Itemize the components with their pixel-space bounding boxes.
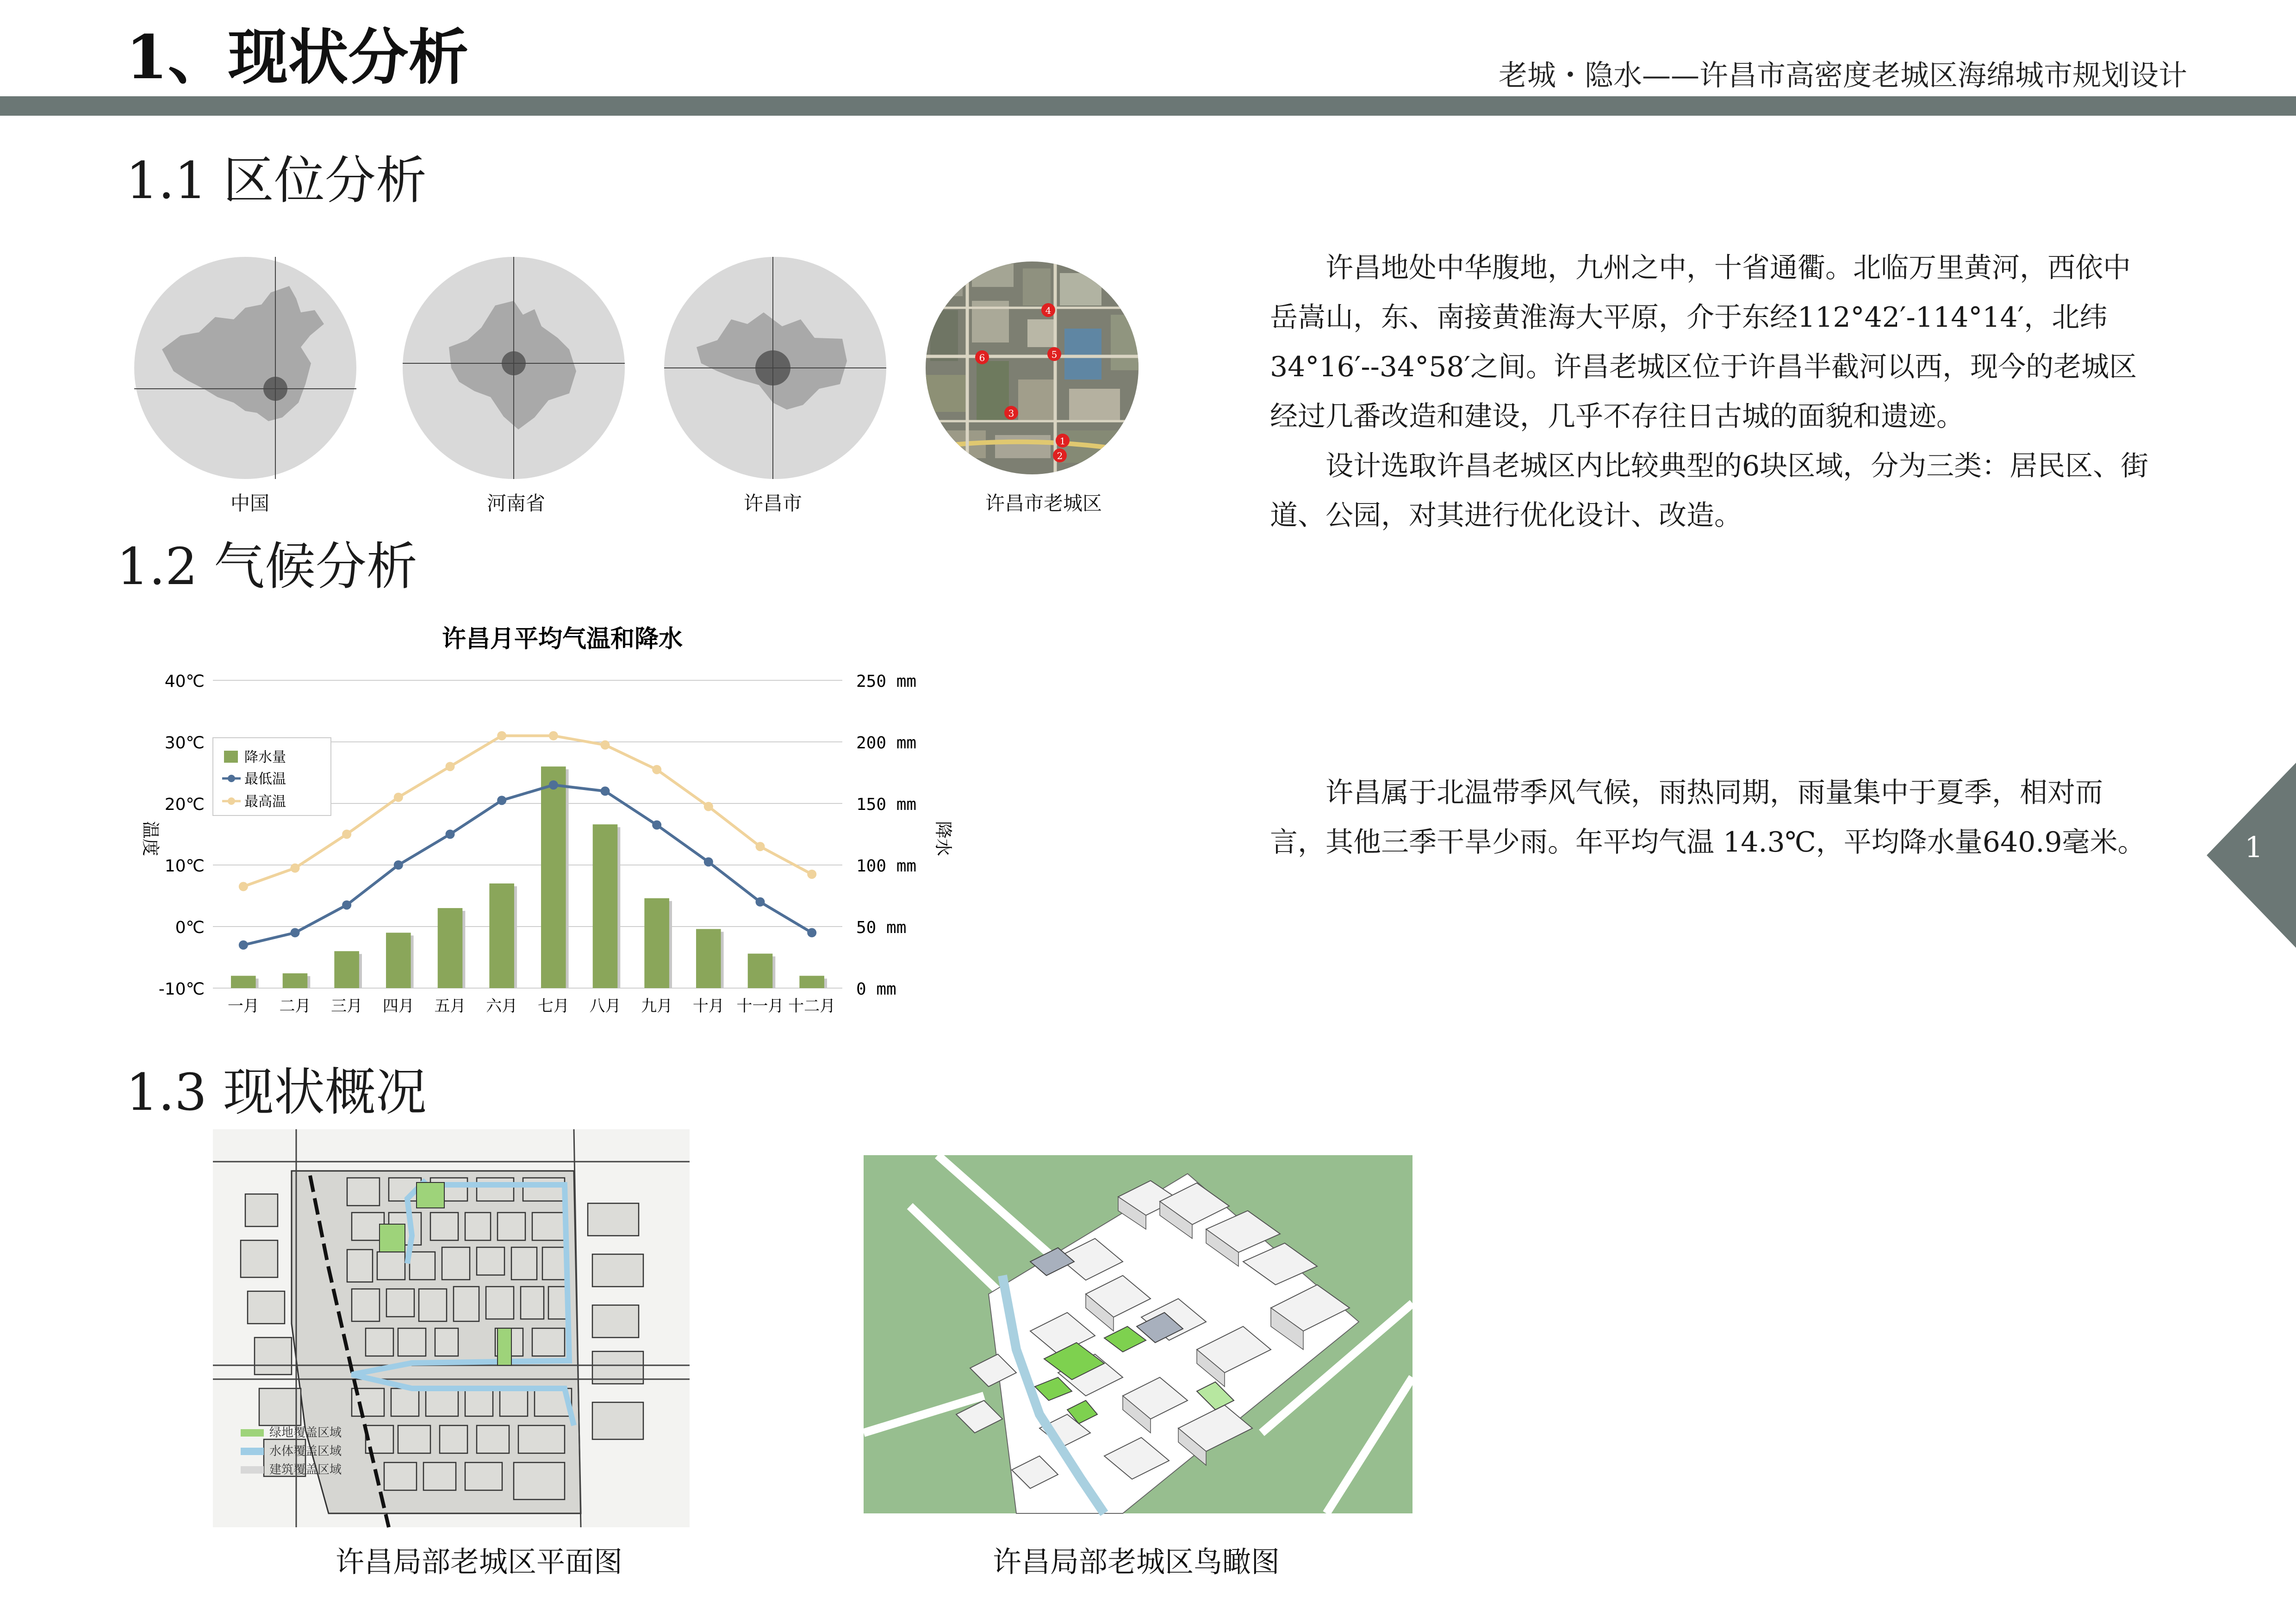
legend-swatch-precip xyxy=(224,751,238,763)
high-temp-point xyxy=(601,740,610,750)
x-category-label: 八月 xyxy=(589,997,621,1015)
high-temp-point xyxy=(652,765,661,774)
circle-label-china: 中国 xyxy=(230,492,269,515)
legend-swatch-high xyxy=(228,797,235,805)
chart-gridlines xyxy=(213,680,842,988)
precip-bar xyxy=(541,766,566,988)
aerial-view-caption: 许昌局部老城区鸟瞰图 xyxy=(992,1545,1280,1579)
x-category-label: 三月 xyxy=(331,997,363,1015)
svg-text:2: 2 xyxy=(1057,450,1063,461)
xuchang-map xyxy=(664,257,886,479)
china-map xyxy=(134,257,356,479)
right-tick-label: 150 mm xyxy=(856,795,917,814)
left-tick-label: 0℃ xyxy=(175,918,205,937)
location-circles xyxy=(130,250,1148,491)
old-town-plan-map xyxy=(213,1129,690,1527)
x-category-label: 十二月 xyxy=(788,997,836,1015)
circle-label-old-town: 许昌市老城区 xyxy=(985,492,1102,515)
precip-bar xyxy=(644,898,669,988)
map-marker-6 xyxy=(975,350,989,364)
project-title: 老城・隐水——许昌市高密度老城区海绵城市规划设计 xyxy=(1499,58,2188,92)
status-heading: 1.3 现状概况 xyxy=(126,1063,427,1122)
circle-label-xuchang: 许昌市 xyxy=(743,492,802,515)
high-temp-point xyxy=(756,842,765,851)
low-temp-point xyxy=(342,900,351,909)
high-temp-point xyxy=(342,830,351,839)
legend-swatch-low xyxy=(228,775,235,782)
climate-paragraph: 许昌属于北温带季风气候，雨热同期，雨量集中于夏季，相对而言，其他三季干旱少雨。年平均气温 14.3℃，平均降水量640.9毫米。 xyxy=(1270,777,2146,859)
right-tick-label: 100 mm xyxy=(856,857,917,876)
low-temp-point xyxy=(239,940,248,950)
chart-title: 许昌月平均气温和降水 xyxy=(442,625,683,653)
high-temp-point xyxy=(446,762,455,771)
right-tick-label: 0 mm xyxy=(856,980,896,999)
x-category-label: 九月 xyxy=(641,997,673,1015)
x-category-label: 七月 xyxy=(537,997,569,1015)
location-paragraph-2: 设计选取许昌老城区内比较典型的6块区域，分为三类：居民区、街道、公园，对其进行优化设计、改造。 xyxy=(1270,450,2149,532)
location-heading: 1.1 区位分析 xyxy=(126,151,427,210)
x-category-label: 六月 xyxy=(486,997,518,1015)
high-temp-point xyxy=(807,870,816,879)
low-temp-point xyxy=(704,857,713,866)
map-marker-3 xyxy=(1004,406,1018,420)
high-temp-point xyxy=(239,882,248,891)
header-divider-bar xyxy=(0,96,2296,116)
map-marker-4 xyxy=(1041,303,1055,317)
precip-bar xyxy=(386,933,411,988)
left-axis-ticks xyxy=(159,672,205,999)
legend-precip: 降水量 xyxy=(244,749,286,765)
low-temp-point xyxy=(601,786,610,796)
left-tick-label: -10℃ xyxy=(158,980,205,999)
low-temp-point xyxy=(756,897,765,907)
old-town-aerial-view xyxy=(864,1155,1412,1513)
henan-map xyxy=(403,257,625,479)
x-axis-categories xyxy=(228,997,835,1015)
left-tick-label: 20℃ xyxy=(164,795,205,814)
svg-text:4: 4 xyxy=(1045,305,1052,316)
page-number: 1 xyxy=(2245,830,2263,864)
low-temp-point xyxy=(446,830,455,839)
svg-text:5: 5 xyxy=(1051,349,1058,360)
low-temp-point xyxy=(497,796,506,805)
map-marker-1 xyxy=(1056,434,1070,448)
precip-bar xyxy=(438,908,463,988)
location-description xyxy=(1270,243,2154,541)
precip-bar xyxy=(593,824,618,988)
plan-legend-green: 绿地覆盖区域 xyxy=(269,1426,342,1440)
high-temp-point xyxy=(291,864,300,873)
right-tick-label: 250 mm xyxy=(856,672,917,691)
svg-text:3: 3 xyxy=(1008,408,1014,419)
location-paragraph-1: 许昌地处中华腹地，九州之中，十省通衢。北临万里黄河，西依中岳嵩山，东、南接黄淮海大平原，介于东经112°42′-114°14′，北纬34°16′--34°58′之间。许昌老城区位于许昌半截河以西，现今的老城区经过几番改造和建设，几乎不存往日古城的面貌和遗迹。 xyxy=(1270,252,2137,433)
low-temp-point xyxy=(394,860,403,870)
circle-label-henan: 河南省 xyxy=(486,492,545,515)
high-temp-point xyxy=(497,731,506,740)
legend-low-temp: 最低温 xyxy=(244,771,286,787)
precip-bar xyxy=(283,973,308,988)
left-tick-label: 30℃ xyxy=(164,734,205,753)
low-temp-point xyxy=(652,821,661,830)
x-category-label: 二月 xyxy=(279,997,311,1015)
high-temp-point xyxy=(704,802,713,811)
precip-bar xyxy=(696,929,721,988)
map-marker-2 xyxy=(1053,448,1067,462)
right-axis-label: 降水 xyxy=(933,821,953,857)
precip-bar xyxy=(489,884,514,988)
x-category-label: 四月 xyxy=(382,997,414,1015)
plan-legend-building: 建筑覆盖区域 xyxy=(269,1463,342,1477)
high-temp-point xyxy=(394,793,403,802)
right-tick-label: 50 mm xyxy=(856,918,907,937)
precip-bar xyxy=(748,954,773,988)
x-category-label: 十月 xyxy=(692,997,724,1015)
left-tick-label: 10℃ xyxy=(164,857,205,876)
left-tick-label: 40℃ xyxy=(164,672,205,691)
high-temp-point xyxy=(549,731,558,740)
low-temp-point xyxy=(807,928,816,937)
green-area xyxy=(417,1182,444,1208)
old-town-satellite-map xyxy=(916,255,1148,486)
climate-heading: 1.2 气候分析 xyxy=(117,537,417,596)
plan-legend-water: 水体覆盖区域 xyxy=(269,1444,342,1458)
page-title: 1、现状分析 xyxy=(126,22,469,93)
plan-legend xyxy=(241,1426,342,1477)
climate-description xyxy=(1270,768,2154,867)
svg-text:1: 1 xyxy=(1059,436,1066,447)
chart-legend xyxy=(213,738,331,815)
green-area xyxy=(498,1328,511,1365)
low-temp-point xyxy=(291,928,300,937)
legend-high-temp: 最高温 xyxy=(244,794,286,810)
climate-chart xyxy=(125,616,953,1032)
precip-bar xyxy=(799,976,824,988)
precip-bar xyxy=(334,951,359,988)
plan-map-caption: 许昌局部老城区平面图 xyxy=(335,1545,622,1579)
right-tick-label: 200 mm xyxy=(856,734,917,753)
map-marker-5 xyxy=(1047,347,1061,361)
low-temp-point xyxy=(549,780,558,790)
green-area xyxy=(380,1224,405,1252)
precip-bar xyxy=(231,976,256,988)
right-axis-ticks xyxy=(856,672,916,999)
svg-text:6: 6 xyxy=(979,352,985,363)
x-category-label: 十一月 xyxy=(736,997,784,1015)
left-axis-label: 温度 xyxy=(140,821,161,857)
x-category-label: 一月 xyxy=(227,997,259,1015)
x-category-label: 五月 xyxy=(434,997,466,1015)
